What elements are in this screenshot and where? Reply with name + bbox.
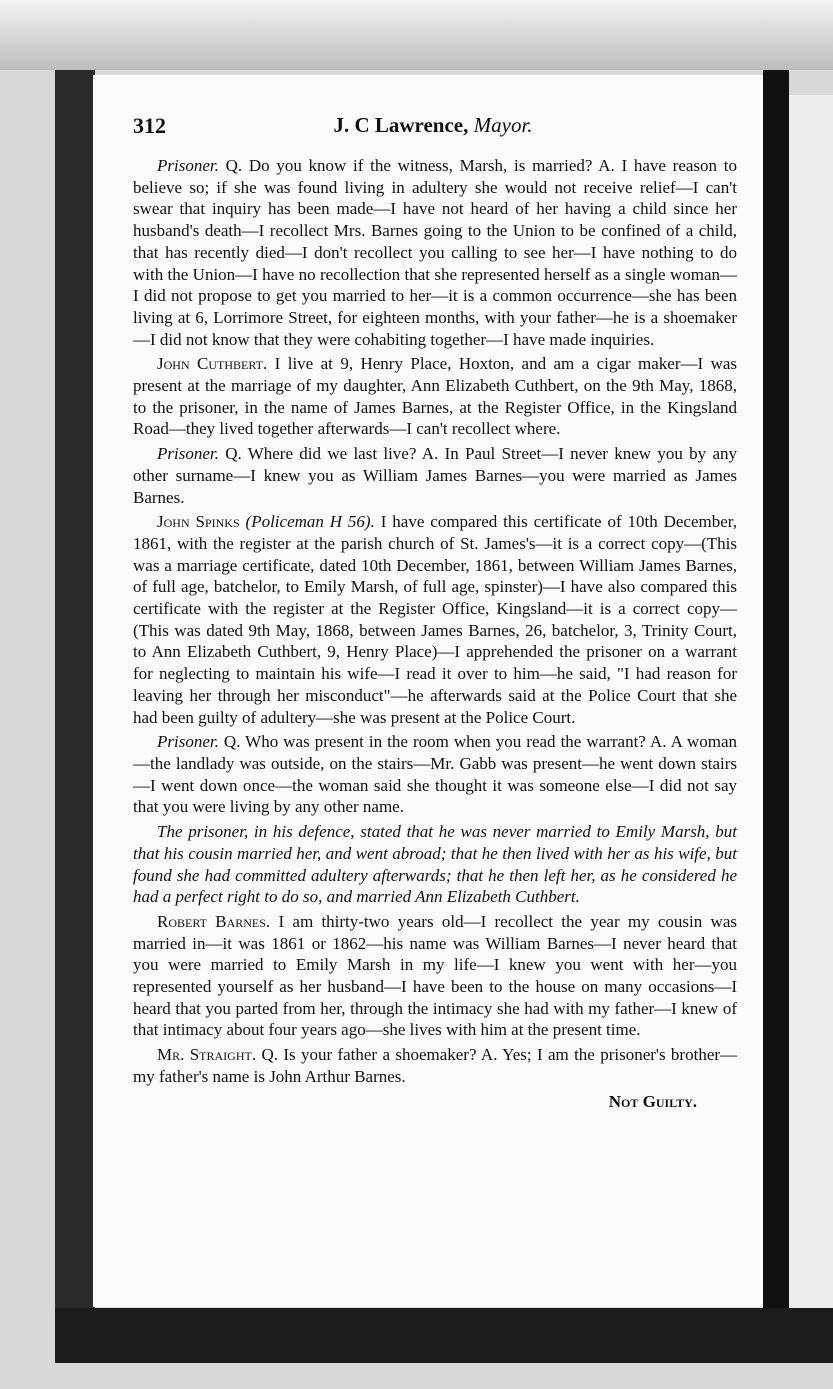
speaker-note: (Policeman H 56). bbox=[245, 512, 375, 532]
speaker: Robert Barnes. bbox=[157, 911, 271, 931]
page-body bbox=[133, 155, 737, 1112]
verdict: Not Guilty. bbox=[608, 1091, 697, 1111]
book-spine-edge bbox=[55, 70, 95, 1335]
paragraph-text: Q. Is your father a shoemaker? A. Yes; I am the prisoner's brother—my father's name is John Arthur Barnes. bbox=[133, 1045, 738, 1086]
speaker: Prisoner. bbox=[157, 444, 219, 464]
paragraph bbox=[133, 1044, 737, 1087]
paragraph bbox=[133, 911, 737, 1041]
speaker: Prisoner. bbox=[157, 732, 219, 752]
paragraph bbox=[133, 731, 737, 818]
book-bottom-edge bbox=[55, 1308, 833, 1363]
scan-background bbox=[0, 0, 833, 70]
running-head bbox=[133, 113, 733, 138]
running-head-name: J. C Lawrence, bbox=[333, 113, 469, 137]
paragraph-text: Q. Who was present in the room when you read the warrant? A. A woman—the landlady was outside, on the stairs—Mr. Gabb was present—he went down stairs—I went down once—the woman said she thought it was someone else—I did not say that you were living by any other name. bbox=[133, 732, 737, 817]
page-header bbox=[133, 113, 733, 143]
paragraph bbox=[133, 511, 737, 728]
paragraph bbox=[133, 353, 737, 440]
paragraph-text: Q. Do you know if the witness, Marsh, is married? A. I have reason to believe so; if she was found living in adultery she would not receive relief—I can't swear that inquiry has been made—I have not heard of her having a child since her husband's death—I recollect Mrs. Barnes going to the Union to be confined of a child, that has recently died—I don't recollect you calling to see her—I have nothing to do with the Union—I have no recollection that she represented herself as a single woman—I did not propose to get you married to her—it is a common occurrence—she has been living at 6, Lorrimore Street, for eighteen months, with your father—he is a shoemaker—I did not know that they were cohabiting together—I have made inquiries. bbox=[133, 156, 737, 349]
book-gutter bbox=[763, 70, 789, 1335]
paragraph-text: I am thirty-two years old—I recollect the year my cousin was married in—it was 1861 or 1862—his name was William Barnes—I never heard that you were married to Emily Marsh in my life—I knew you went with her—you represented yourself as her husband—I have been to the house on many occasions—I heard that you parted from her, through the intimacy she had with my father—I knew of that intimacy about four years ago—she lives with him at the present time. bbox=[133, 911, 737, 1040]
speaker: Mr. Straight. bbox=[157, 1045, 257, 1065]
speaker: John Cuthbert. bbox=[157, 354, 268, 374]
adjacent-page bbox=[789, 95, 833, 1310]
document-page bbox=[93, 75, 763, 1307]
paragraph bbox=[133, 155, 737, 350]
running-head-title: Mayor. bbox=[473, 113, 533, 137]
paragraph bbox=[133, 821, 737, 908]
paragraph-text: I have compared this certificate of 10th December, 1861, with the register at the parish church of St. James's—it is a correct copy—(This was a marriage certificate, dated 10th December, 1861, between William James Barnes, of full age, batchelor, to Emily Marsh, of full age, spinster)—I have also compared this certificate with the register at the Register Office, Kingsland—it is a correct copy—(This was dated 9th May, 1868, between James Barnes, 26, batchelor, 3, Trinity Court, to Ann Elizabeth Cuthbert, 9, Henry Place)—I apprehended the prisoner on a warrant for neglecting to maintain his wife—I read it over to him—he said, "I had reason for leaving her through her misconduct"—he afterwards said at the Police Court that she had been guilty of adultery—she was present at the Police Court. bbox=[133, 512, 738, 727]
paragraph-text: Q. Where did we last live? A. In Paul Street—I never knew you by any other surname—I knew you as William James Barnes—you were married as James Barnes. bbox=[133, 444, 738, 507]
paragraph bbox=[133, 443, 737, 508]
speaker: John Spinks bbox=[157, 512, 240, 532]
speaker: Prisoner. bbox=[157, 156, 219, 175]
paragraph-text: I live at 9, Henry Place, Hoxton, and am a cigar maker—I was present at the marriage of my daughter, Ann Elizabeth Cuthbert, on the 9th May, 1868, to the prisoner, in the name of James Barnes, at the Register Office, in the Kingsland Road—they lived together afterwards—I can't recollect where. bbox=[133, 354, 738, 439]
paragraph-text: The prisoner, in his defence, stated that he was never married to Emily Marsh, but that his cousin married her, and went abroad; that he then lived with her as his wife, but found she had committed adultery afterwards; that he then left her, as he considered he had a perfect right to do so, and married Ann Elizabeth Cuthbert. bbox=[133, 822, 737, 907]
page-number: 312 bbox=[133, 113, 166, 138]
